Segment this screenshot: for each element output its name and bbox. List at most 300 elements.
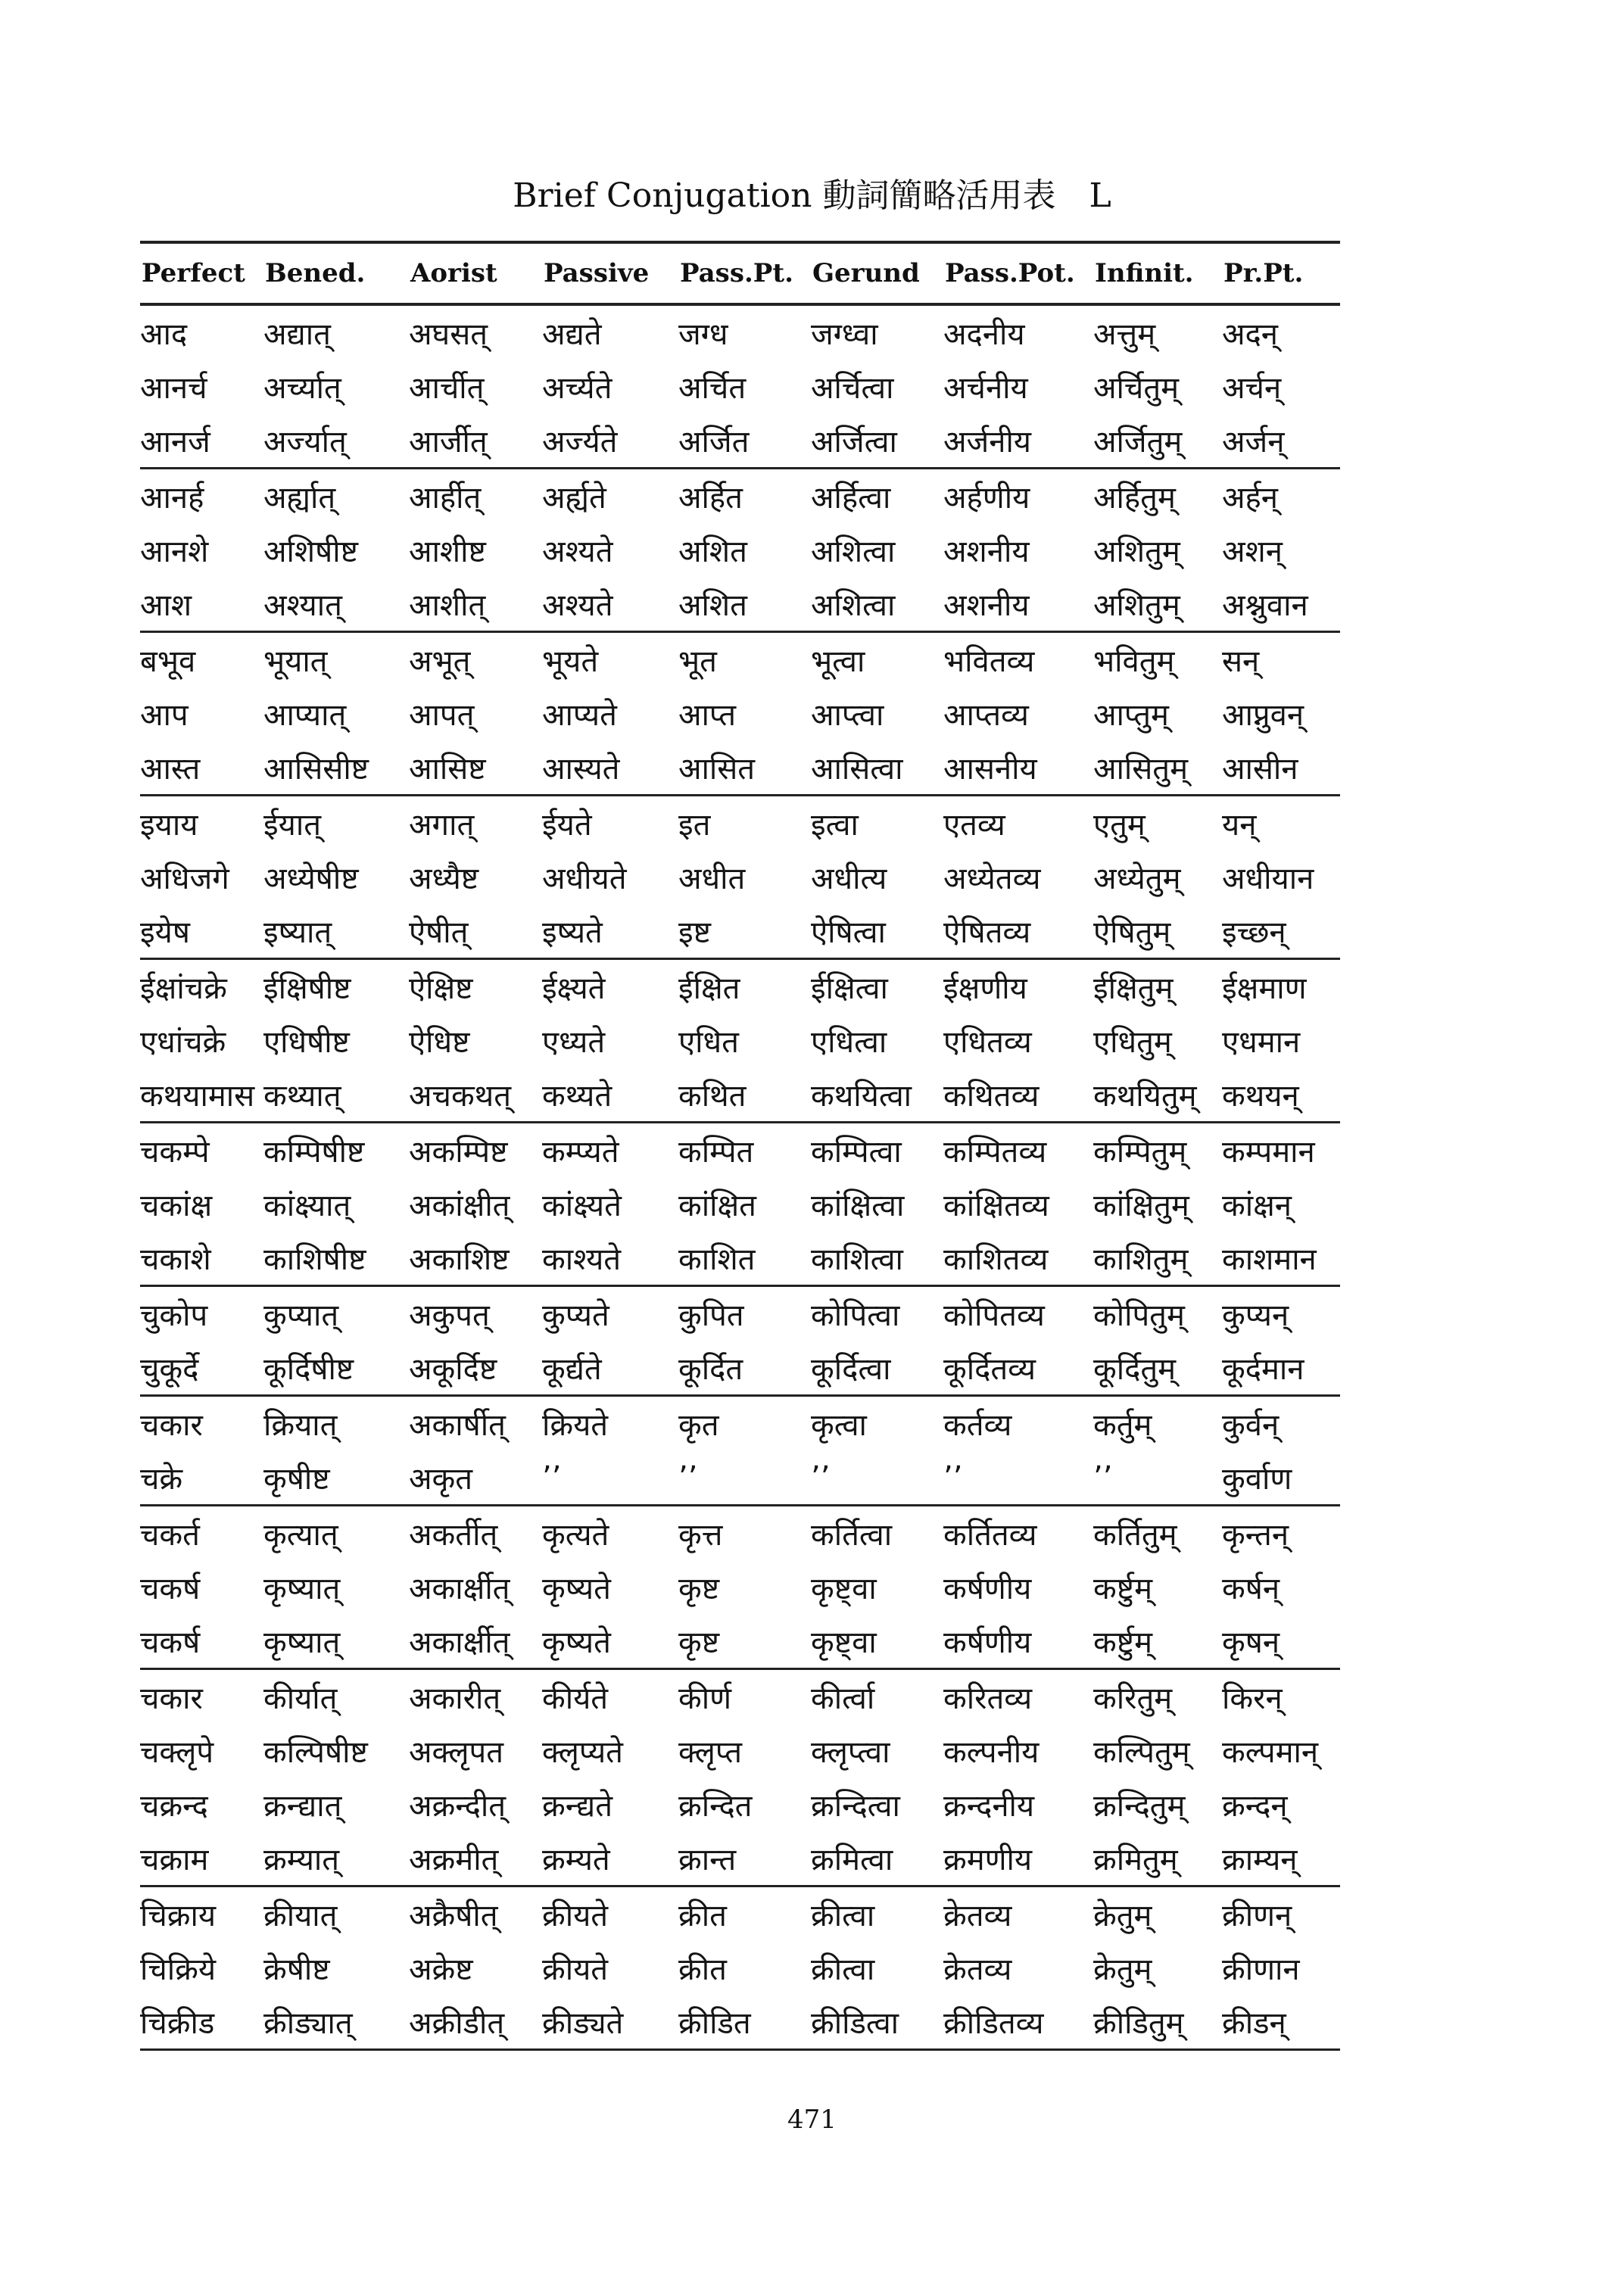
cell-perfect: आनर्च xyxy=(140,371,207,406)
column-header-passive-potential: Pass.Pot. xyxy=(945,258,1075,288)
cell-benedictive: भूयात् xyxy=(263,644,328,679)
cell-passive: क्रम्यते xyxy=(542,1843,610,1877)
cell-gerund: कीर्त्वा xyxy=(811,1681,875,1716)
cell-aorist: अकाशिष्ट xyxy=(409,1242,510,1277)
cell-benedictive: आप्यात् xyxy=(263,698,347,733)
cell-benedictive: आसिसीष्ट xyxy=(263,752,369,787)
cell-infinitive: ऐषितुम् xyxy=(1093,915,1171,950)
cell-present-participle: कर्षन् xyxy=(1222,1572,1280,1606)
cell-passive-participle: इष्ट xyxy=(678,915,711,950)
column-header-gerund: Gerund xyxy=(812,258,920,288)
cell-infinitive: आसितुम् xyxy=(1093,752,1188,787)
cell-passive-participle: ’’ xyxy=(678,1460,698,1495)
cell-passive-participle: भूत xyxy=(678,644,717,679)
table-row xyxy=(140,469,1340,523)
cell-infinitive: कर्तितुम् xyxy=(1093,1518,1177,1553)
table-row xyxy=(140,904,1340,958)
row-group xyxy=(140,633,1340,796)
cell-passive-potential: कर्षणीय xyxy=(943,1572,1032,1606)
cell-gerund: अशित्वा xyxy=(811,588,896,623)
cell-passive-participle: अशित xyxy=(678,588,747,623)
cell-gerund: क्रीडित्वा xyxy=(811,2006,899,2041)
cell-gerund: कोपित्वा xyxy=(811,1298,900,1333)
cell-infinitive: कर्ष्टुम् xyxy=(1093,1625,1152,1660)
cell-passive-potential: कर्तव्य xyxy=(943,1408,1012,1443)
cell-gerund: क्लृप्त्वा xyxy=(811,1735,890,1770)
cell-benedictive: अर्ह्यात् xyxy=(263,481,336,516)
cell-infinitive: ’’ xyxy=(1093,1460,1113,1495)
cell-infinitive: करितुम् xyxy=(1093,1681,1173,1716)
cell-passive-potential: क्रेतव्य xyxy=(943,1952,1012,1987)
cell-gerund: ईक्षित्वा xyxy=(811,971,888,1006)
cell-gerund: अर्चित्वा xyxy=(811,371,894,406)
cell-passive-potential: आप्तव्य xyxy=(943,698,1029,733)
cell-benedictive: क्रम्यात् xyxy=(263,1843,340,1877)
cell-perfect: चकार xyxy=(140,1408,203,1443)
table-row xyxy=(140,1067,1340,1121)
cell-perfect: आनर्ज xyxy=(140,425,210,460)
cell-perfect: चकर्त xyxy=(140,1518,200,1553)
table-row xyxy=(140,1014,1340,1067)
cell-infinitive: क्रमितुम् xyxy=(1093,1843,1178,1877)
cell-passive: कथ्यते xyxy=(542,1079,613,1114)
cell-present-participle: सन् xyxy=(1222,644,1260,679)
cell-gerund: कम्पित्वा xyxy=(811,1135,902,1170)
cell-aorist: ऐषीत् xyxy=(409,915,469,950)
cell-passive-potential: ’’ xyxy=(943,1460,963,1495)
cell-gerund: क्रीत्वा xyxy=(811,1952,875,1987)
table-row xyxy=(140,1995,1340,2048)
cell-perfect: चक्रे xyxy=(140,1462,183,1497)
cell-benedictive: अर्ज्यात् xyxy=(263,425,347,460)
cell-perfect: चकार xyxy=(140,1681,203,1716)
cell-present-participle: अर्चन् xyxy=(1222,371,1282,406)
cell-gerund: ऐषित्वा xyxy=(811,915,886,950)
cell-aorist: अघसत् xyxy=(409,317,488,352)
column-header-passive: Passive xyxy=(544,258,650,288)
cell-infinitive: क्रन्दितुम् xyxy=(1093,1789,1186,1824)
table-row xyxy=(140,1831,1340,1885)
cell-passive: क्रीयते xyxy=(542,1952,609,1987)
cell-benedictive: कल्पिषीष्ट xyxy=(263,1735,368,1770)
cell-aorist: अध्यैष्ट xyxy=(409,861,479,896)
cell-infinitive: अर्जितुम् xyxy=(1093,425,1183,460)
cell-aorist: अभूत् xyxy=(409,644,471,679)
cell-gerund: कांक्षित्वा xyxy=(811,1189,905,1223)
cell-aorist: आर्जीत् xyxy=(409,425,488,460)
cell-perfect: चिक्राय xyxy=(140,1899,217,1933)
cell-passive-participle: कूर्दित xyxy=(678,1352,743,1387)
cell-infinitive: कांक्षितुम् xyxy=(1093,1189,1189,1223)
cell-aorist: अचकथत् xyxy=(409,1079,512,1114)
cell-perfect: चकर्ष xyxy=(140,1572,201,1606)
cell-aorist: ऐक्षिष्ट xyxy=(409,971,473,1006)
table-row xyxy=(140,796,1340,850)
cell-passive-potential: क्रीडितव्य xyxy=(943,2006,1044,2041)
cell-infinitive: भवितुम् xyxy=(1093,644,1175,679)
cell-gerund: क्रमित्वा xyxy=(811,1843,893,1877)
cell-passive: क्रन्द्यते xyxy=(542,1789,613,1824)
cell-present-participle: आसीन xyxy=(1222,752,1298,787)
cell-perfect: कथयामास xyxy=(140,1079,255,1114)
cell-passive-participle: काशित xyxy=(678,1242,756,1277)
cell-aorist: अकृत xyxy=(409,1462,473,1497)
cell-aorist: अकर्तीत् xyxy=(409,1518,498,1553)
cell-present-participle: अशन् xyxy=(1222,534,1283,569)
table-row xyxy=(140,306,1340,360)
row-group xyxy=(140,1397,1340,1506)
cell-gerund: एधित्वा xyxy=(811,1025,887,1060)
cell-passive: कूर्द्यते xyxy=(542,1352,602,1387)
cell-aorist: अकार्क्षीत् xyxy=(409,1572,510,1606)
cell-aorist: आसिष्ट xyxy=(409,752,486,787)
conjugation-table xyxy=(140,241,1340,2051)
cell-passive-potential: अध्येतव्य xyxy=(943,861,1041,896)
cell-aorist: अकारीत् xyxy=(409,1681,501,1716)
cell-infinitive: ईक्षितुम् xyxy=(1093,971,1174,1006)
cell-perfect: आश xyxy=(140,588,192,623)
cell-infinitive: एधितुम् xyxy=(1093,1025,1172,1060)
cell-passive-participle: ईक्षित xyxy=(678,971,740,1006)
cell-benedictive: अध्येषीष्ट xyxy=(263,861,359,896)
table-row xyxy=(140,577,1340,631)
cell-gerund: कथयित्वा xyxy=(811,1079,912,1114)
cell-benedictive: कूर्दिषीष्ट xyxy=(263,1352,354,1387)
cell-benedictive: ईयात् xyxy=(263,808,321,843)
cell-passive: आप्यते xyxy=(542,698,617,733)
cell-passive: अद्यते xyxy=(542,317,602,352)
cell-aorist: आर्हीत् xyxy=(409,481,482,516)
cell-passive-potential: ईक्षणीय xyxy=(943,971,1027,1006)
cell-present-participle: एधमान xyxy=(1222,1025,1301,1060)
cell-benedictive: क्रेषीष्ट xyxy=(263,1952,330,1987)
cell-gerund: अशित्वा xyxy=(811,534,896,569)
cell-benedictive: क्रीड्यात् xyxy=(263,2006,353,2041)
cell-passive-participle: कीर्ण xyxy=(678,1681,731,1716)
cell-passive-potential: कर्तितव्य xyxy=(943,1518,1037,1553)
cell-perfect: चुकोप xyxy=(140,1298,208,1333)
column-header-perfect: Perfect xyxy=(142,258,245,288)
cell-perfect: इयाय xyxy=(140,808,198,843)
cell-gerund: क्रीत्वा xyxy=(811,1899,875,1933)
cell-passive-participle: अर्जित xyxy=(678,425,750,460)
cell-aorist: अकूर्दिष्ट xyxy=(409,1352,497,1387)
cell-aorist: अकम्पिष्ट xyxy=(409,1135,508,1170)
cell-present-participle: क्रीणन् xyxy=(1222,1899,1292,1933)
cell-infinitive: क्रीडितुम् xyxy=(1093,2006,1184,2041)
cell-passive: अश्यते xyxy=(542,534,613,569)
cell-benedictive: अद्यात् xyxy=(263,317,331,352)
table-row xyxy=(140,1941,1340,1995)
cell-present-participle: अर्हन् xyxy=(1222,481,1278,516)
cell-gerund: कूर्दित्वा xyxy=(811,1352,891,1387)
row-group xyxy=(140,1670,1340,1887)
cell-present-participle: कल्पमान् xyxy=(1222,1735,1319,1770)
cell-perfect: चिक्रीड xyxy=(140,2006,215,2041)
cell-benedictive: कथ्यात् xyxy=(263,1079,341,1114)
cell-passive-potential: कांक्षितव्य xyxy=(943,1189,1049,1223)
cell-passive: कृत्यते xyxy=(542,1518,609,1553)
table-body xyxy=(140,306,1340,2051)
cell-passive-participle: कृष्ट xyxy=(678,1625,720,1660)
column-header-benedictive: Bened. xyxy=(265,258,366,288)
cell-perfect: चिक्रिये xyxy=(140,1952,217,1987)
column-header-passive-participle: Pass.Pt. xyxy=(680,258,793,288)
cell-benedictive: अश्यात् xyxy=(263,588,342,623)
cell-present-participle: अश्नुवान xyxy=(1222,588,1308,623)
cell-passive-potential: कूर्दितव्य xyxy=(943,1352,1036,1387)
cell-benedictive: कृषीष्ट xyxy=(263,1462,330,1497)
table-header-row xyxy=(140,244,1340,306)
cell-aorist: अकार्क्षीत् xyxy=(409,1625,510,1660)
cell-infinitive: अध्येतुम् xyxy=(1093,861,1181,896)
table-row xyxy=(140,413,1340,467)
cell-passive: अश्यते xyxy=(542,588,613,623)
page-number: 471 xyxy=(787,2105,837,2135)
column-header-aorist: Aorist xyxy=(410,258,497,288)
cell-perfect: चकाशे xyxy=(140,1242,211,1277)
cell-present-participle: ईक्षमाण xyxy=(1222,971,1307,1006)
cell-perfect: आनर्ह xyxy=(140,481,204,516)
cell-gerund: काशित्वा xyxy=(811,1242,903,1277)
cell-perfect: चकर्ष xyxy=(140,1625,201,1660)
cell-passive-potential: आसनीय xyxy=(943,752,1037,787)
cell-present-participle: कथयन् xyxy=(1222,1079,1299,1114)
cell-gerund: अर्हित्वा xyxy=(811,481,891,516)
cell-aorist: अकुपत् xyxy=(409,1298,490,1333)
table-row xyxy=(140,1777,1340,1831)
cell-passive-participle: क्रीत xyxy=(678,1952,727,1987)
cell-benedictive: इष्यात् xyxy=(263,915,332,950)
cell-passive: क्रीड्यते xyxy=(542,2006,624,2041)
cell-passive-participle: क्रन्दित xyxy=(678,1789,753,1824)
cell-passive: एध्यते xyxy=(542,1025,606,1060)
table-row xyxy=(140,1450,1340,1504)
cell-benedictive: अशिषीष्ट xyxy=(263,534,358,569)
cell-passive: अधीयते xyxy=(542,861,627,896)
cell-passive: काश्यते xyxy=(542,1242,622,1277)
cell-present-participle: अधीयान xyxy=(1222,861,1314,896)
cell-passive-participle: अधीत xyxy=(678,861,746,896)
cell-aorist: अक्लृपत xyxy=(409,1735,503,1770)
cell-passive-potential: कथितव्य xyxy=(943,1079,1040,1114)
row-group xyxy=(140,960,1340,1123)
cell-passive: अर्ह्यते xyxy=(542,481,606,516)
cell-gerund: अधीत्य xyxy=(811,861,887,896)
cell-passive-participle: कांक्षित xyxy=(678,1189,756,1223)
cell-perfect: बभूव xyxy=(140,644,196,679)
cell-perfect: चक्लृपे xyxy=(140,1735,214,1770)
cell-present-participle: काशमान xyxy=(1222,1242,1317,1277)
cell-passive-participle: कृत्त xyxy=(678,1518,723,1553)
cell-passive-potential: अर्हणीय xyxy=(943,481,1030,516)
cell-passive: इष्यते xyxy=(542,915,603,950)
cell-aorist: अक्रमीत् xyxy=(409,1843,499,1877)
cell-present-participle: यन् xyxy=(1222,808,1257,843)
cell-present-participle: इच्छन् xyxy=(1222,915,1286,950)
column-header-infinitive: Infinit. xyxy=(1095,258,1194,288)
row-group xyxy=(140,1506,1340,1670)
cell-gerund: कर्तित्वा xyxy=(811,1518,893,1553)
cell-passive: कीर्यते xyxy=(542,1681,609,1716)
cell-infinitive: कूर्दितुम् xyxy=(1093,1352,1177,1387)
cell-aorist: आर्चीत् xyxy=(409,371,485,406)
cell-infinitive: क्रेतुम् xyxy=(1093,1899,1152,1933)
cell-present-participle: कांक्षन् xyxy=(1222,1189,1292,1223)
cell-gerund: कृष्ट्वा xyxy=(811,1572,877,1606)
table-row xyxy=(140,1887,1340,1941)
cell-gerund: जग्ध्वा xyxy=(811,317,878,352)
table-row xyxy=(140,687,1340,740)
cell-infinitive: अर्चितुम् xyxy=(1093,371,1180,406)
cell-gerund: भूत्वा xyxy=(811,644,865,679)
cell-aorist: अकांक्षीत् xyxy=(409,1189,510,1223)
cell-infinitive: काशितुम् xyxy=(1093,1242,1189,1277)
table-row xyxy=(140,1670,1340,1724)
cell-present-participle: अर्जन् xyxy=(1222,425,1285,460)
cell-passive-potential: क्रन्दनीय xyxy=(943,1789,1035,1824)
cell-perfect: इयेष xyxy=(140,915,190,950)
cell-passive-potential: अशनीय xyxy=(943,534,1030,569)
cell-perfect: अधिजगे xyxy=(140,861,229,896)
table-row xyxy=(140,740,1340,794)
cell-passive-potential: ऐषितव्य xyxy=(943,915,1031,950)
cell-passive-potential: काशितव्य xyxy=(943,1242,1049,1277)
cell-present-participle: अदन् xyxy=(1222,317,1278,352)
cell-passive-participle: आप्त xyxy=(678,698,736,733)
cell-passive-participle: क्रीडित xyxy=(678,2006,751,2041)
cell-passive-potential: करितव्य xyxy=(943,1681,1033,1716)
cell-passive-participle: क्रीत xyxy=(678,1899,727,1933)
cell-passive-potential: एधितव्य xyxy=(943,1025,1032,1060)
table-row xyxy=(140,1341,1340,1394)
cell-infinitive: कथयितुम् xyxy=(1093,1079,1197,1114)
cell-passive-participle: अर्हित xyxy=(678,481,743,516)
cell-infinitive: कोपितुम् xyxy=(1093,1298,1185,1333)
row-group xyxy=(140,1887,1340,2051)
cell-benedictive: ईक्षिषीष्ट xyxy=(263,971,351,1006)
cell-passive-participle: क्लृप्त xyxy=(678,1735,743,1770)
table-row xyxy=(140,1614,1340,1668)
cell-passive: ’’ xyxy=(542,1460,562,1495)
table-row xyxy=(140,1397,1340,1450)
cell-passive-participle: कम्पित xyxy=(678,1135,754,1170)
cell-gerund: अर्जित्वा xyxy=(811,425,897,460)
cell-present-participle: आप्नुवन् xyxy=(1222,698,1304,733)
table-row xyxy=(140,523,1340,577)
table-row xyxy=(140,1123,1340,1177)
cell-benedictive: क्रीयात् xyxy=(263,1899,338,1933)
table-row xyxy=(140,1177,1340,1231)
cell-aorist: अक्रेष्ट xyxy=(409,1952,473,1987)
cell-passive-potential: अर्जनीय xyxy=(943,425,1031,460)
cell-perfect: आप xyxy=(140,698,189,733)
cell-passive: क्रीयते xyxy=(542,1899,609,1933)
cell-passive: अर्च्यते xyxy=(542,371,613,406)
cell-present-participle: कृषन् xyxy=(1222,1625,1280,1660)
cell-benedictive: अर्च्यात् xyxy=(263,371,341,406)
cell-benedictive: कम्पिषीष्ट xyxy=(263,1135,365,1170)
cell-passive: कम्प्यते xyxy=(542,1135,619,1170)
cell-benedictive: क्रियात् xyxy=(263,1408,338,1443)
cell-passive: कांक्ष्यते xyxy=(542,1189,622,1223)
cell-perfect: एधांचक्रे xyxy=(140,1025,226,1060)
cell-passive-participle: क्रान्त xyxy=(678,1843,737,1877)
cell-passive-potential: क्रेतव्य xyxy=(943,1899,1012,1933)
table-row xyxy=(140,633,1340,687)
cell-perfect: आद xyxy=(140,317,188,352)
cell-perfect: चकांक्ष xyxy=(140,1189,213,1223)
cell-benedictive: एधिषीष्ट xyxy=(263,1025,350,1060)
table-row xyxy=(140,850,1340,904)
cell-passive: क्रियते xyxy=(542,1408,609,1443)
table-row xyxy=(140,1287,1340,1341)
cell-perfect: चक्रन्द xyxy=(140,1789,208,1824)
cell-aorist: अक्रन्दीत् xyxy=(409,1789,507,1824)
table-row xyxy=(140,360,1340,413)
cell-passive-potential: कर्षणीय xyxy=(943,1625,1032,1660)
cell-infinitive: कल्पितुम् xyxy=(1093,1735,1190,1770)
cell-perfect: आस्त xyxy=(140,752,201,787)
cell-passive-participle: कथित xyxy=(678,1079,747,1114)
cell-passive-potential: अर्चनीय xyxy=(943,371,1028,406)
cell-present-participle: क्रन्दन् xyxy=(1222,1789,1288,1824)
cell-benedictive: कांक्ष्यात् xyxy=(263,1189,351,1223)
cell-passive-potential: कम्पितव्य xyxy=(943,1135,1047,1170)
cell-infinitive: एतुम् xyxy=(1093,808,1146,843)
cell-perfect: चुकूर्दे xyxy=(140,1352,199,1387)
cell-passive-participle: इत xyxy=(678,808,711,843)
cell-benedictive: कृष्यात् xyxy=(263,1572,341,1606)
cell-present-participle: कुर्वन् xyxy=(1222,1408,1280,1443)
cell-passive: ईयते xyxy=(542,808,592,843)
cell-passive: कुप्यते xyxy=(542,1298,609,1333)
cell-gerund: कृष्ट्वा xyxy=(811,1625,877,1660)
row-group xyxy=(140,1123,1340,1287)
row-group xyxy=(140,796,1340,960)
cell-passive-participle: कुपित xyxy=(678,1298,744,1333)
cell-present-participle: कूर्दमान xyxy=(1222,1352,1304,1387)
cell-infinitive: अशितुम् xyxy=(1093,534,1180,569)
cell-present-participle: किरन् xyxy=(1222,1681,1283,1716)
row-group xyxy=(140,306,1340,469)
table-row xyxy=(140,1506,1340,1560)
cell-aorist: ऐधिष्ट xyxy=(409,1025,470,1060)
cell-infinitive: कर्ष्टुम् xyxy=(1093,1572,1152,1606)
cell-perfect: ईक्षांचक्रे xyxy=(140,971,227,1006)
cell-passive-participle: कृष्ट xyxy=(678,1572,720,1606)
cell-perfect: चकम्पे xyxy=(140,1135,210,1170)
cell-present-participle: क्रीणान xyxy=(1222,1952,1300,1987)
cell-passive-participle: जग्ध xyxy=(678,317,728,352)
page-title: Brief Conjugation 動詞簡略活用表 L xyxy=(513,176,1111,215)
cell-benedictive: कुप्यात् xyxy=(263,1298,339,1333)
table-row xyxy=(140,1231,1340,1285)
cell-aorist: अकार्षीत् xyxy=(409,1408,506,1443)
cell-passive-potential: क्रमणीय xyxy=(943,1843,1033,1877)
cell-perfect: चक्राम xyxy=(140,1843,209,1877)
cell-present-participle: कम्पमान xyxy=(1222,1135,1315,1170)
cell-benedictive: काशिषीष्ट xyxy=(263,1242,366,1277)
cell-gerund: इत्वा xyxy=(811,808,859,843)
cell-passive: कृष्यते xyxy=(542,1625,611,1660)
cell-passive-potential: भवितव्य xyxy=(943,644,1035,679)
cell-gerund: आप्त्वा xyxy=(811,698,884,733)
table-row xyxy=(140,960,1340,1014)
cell-benedictive: क्रन्द्यात् xyxy=(263,1789,342,1824)
cell-aorist: अक्रैषीत् xyxy=(409,1899,498,1933)
row-group xyxy=(140,469,1340,633)
